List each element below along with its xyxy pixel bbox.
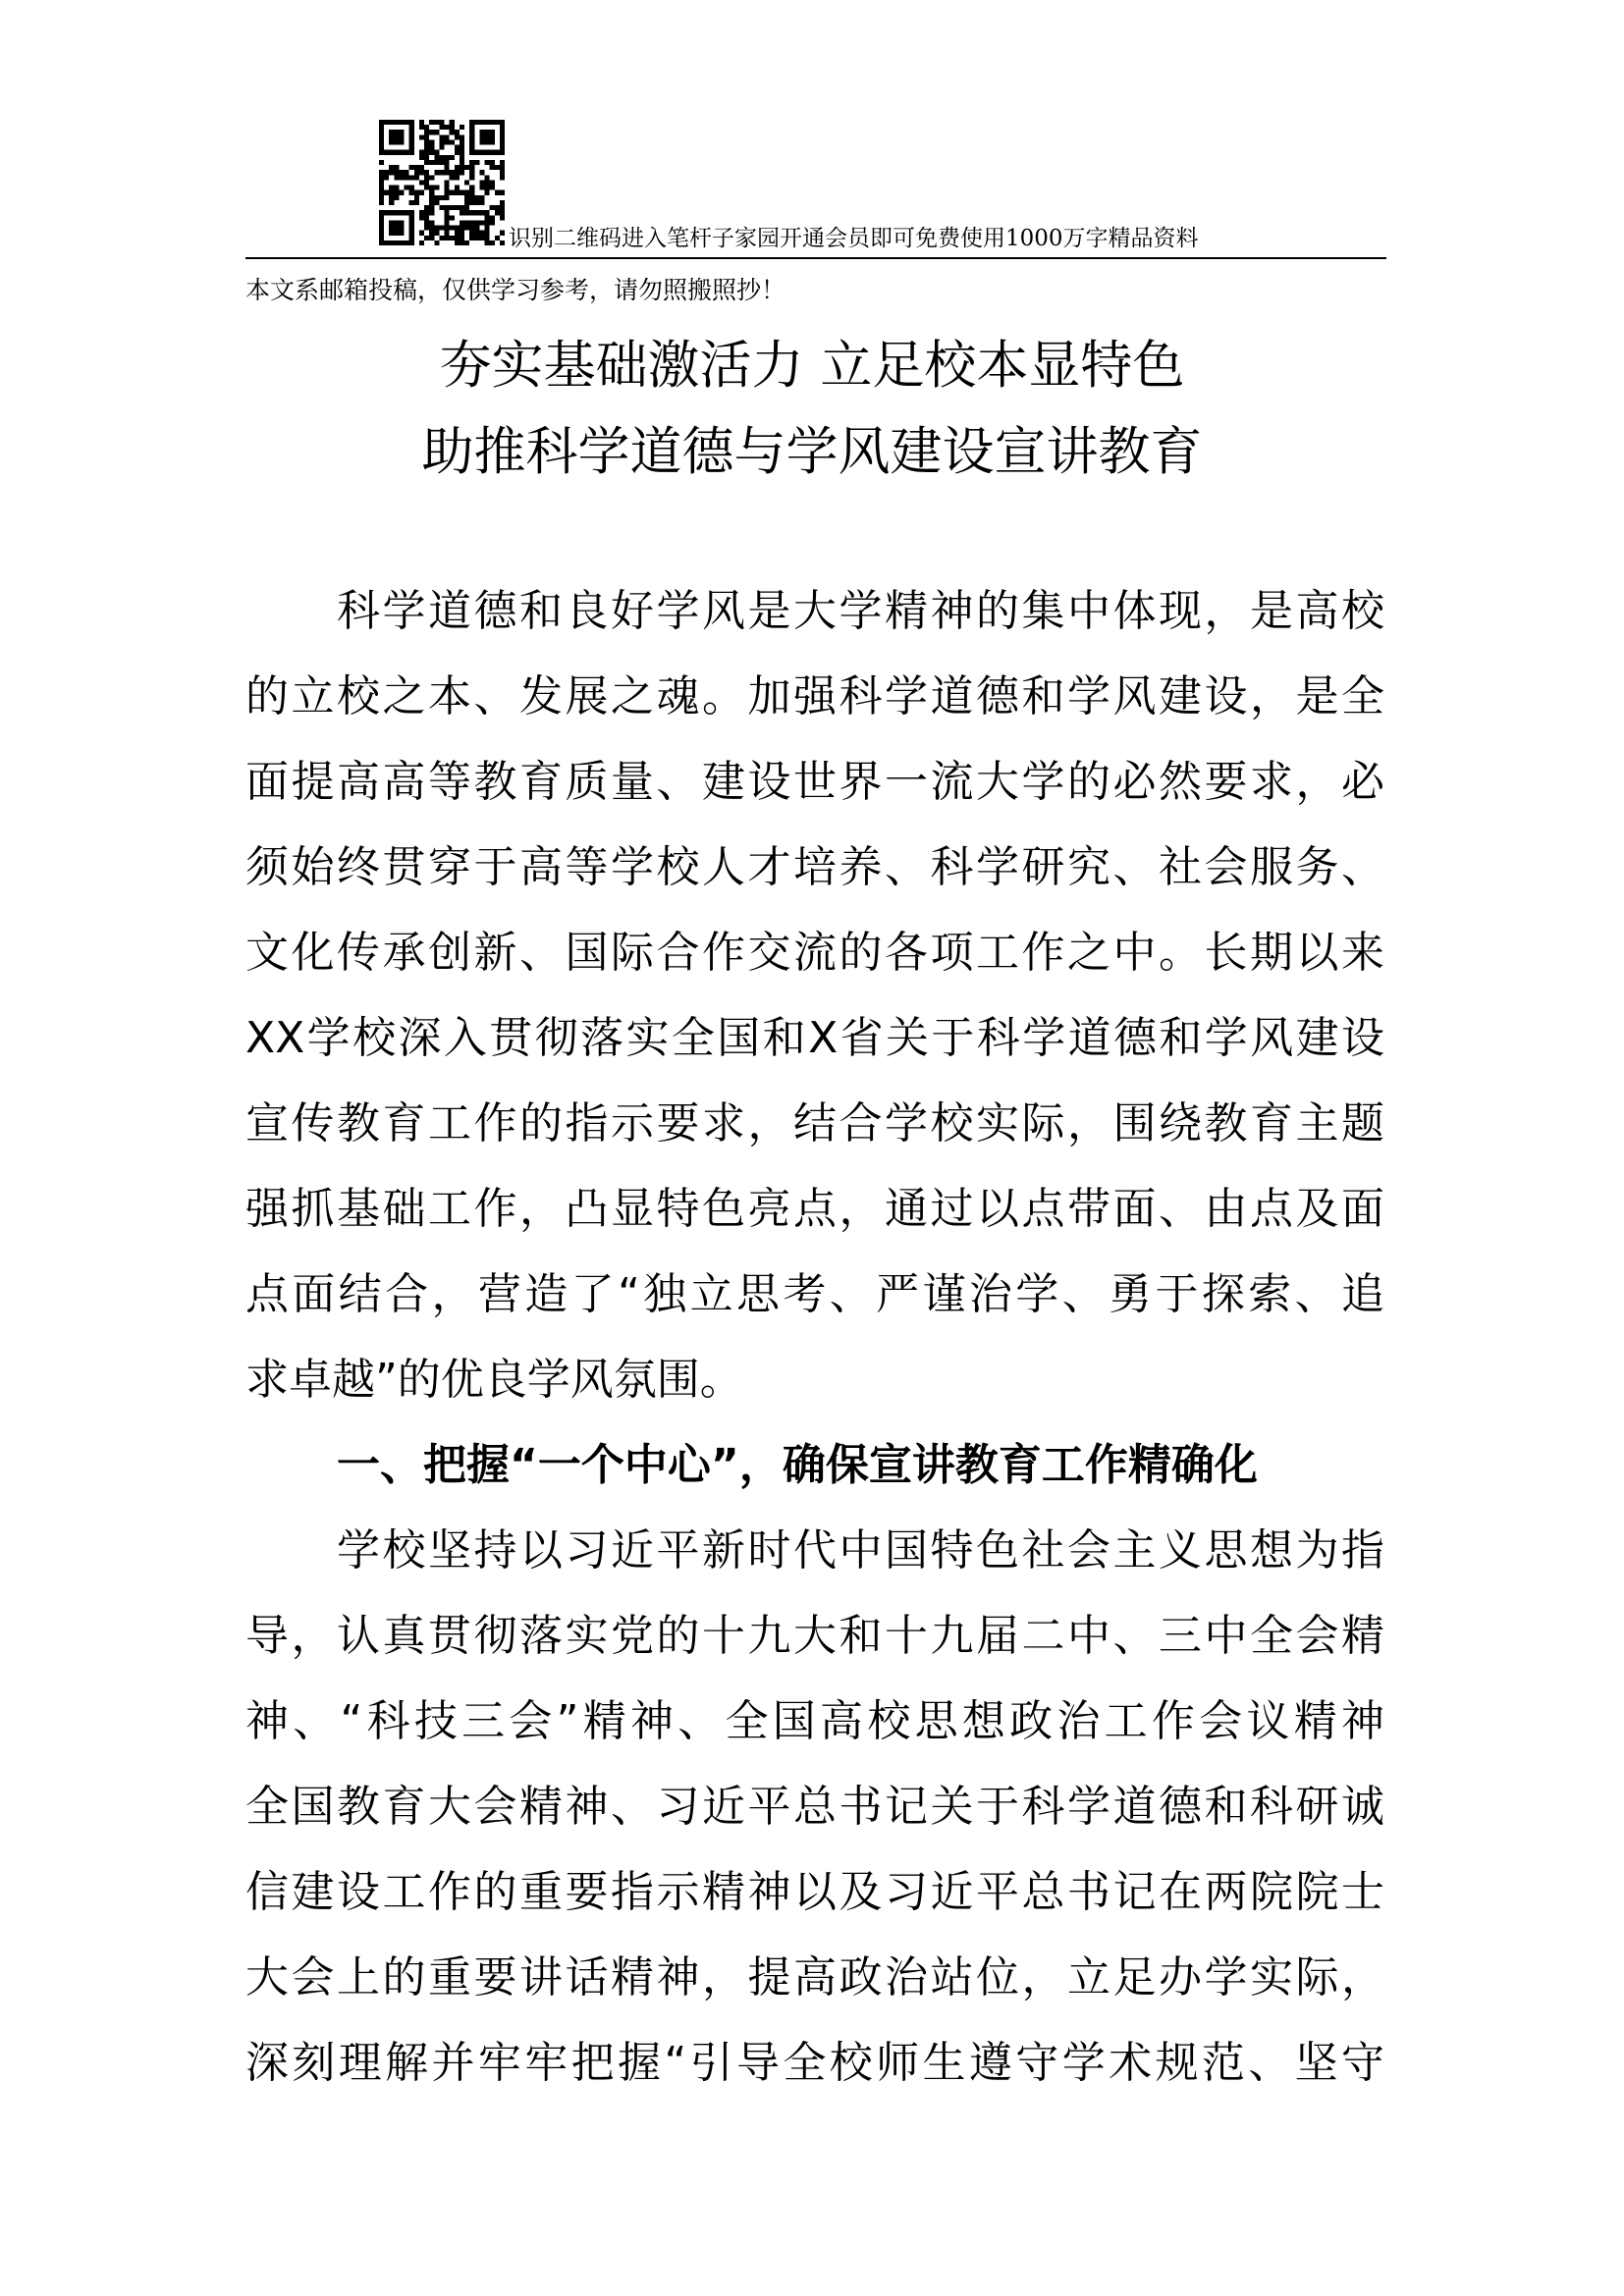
paragraph-1-line: 科学道德和良好学风是大学精神的集中体现，是高校 bbox=[337, 586, 1384, 636]
paragraph-2-line: 信建设工作的重要指示精神以及习近平总书记在两院院士 bbox=[245, 1867, 1384, 1917]
paragraph-2-line: 全国教育大会精神、习近平总书记关于科学道德和科研诚 bbox=[245, 1782, 1384, 1832]
paragraph-1-line: 强抓基础工作，凸显特色亮点，通过以点带面、由点及面 bbox=[245, 1184, 1384, 1234]
paragraph-2-line: 学校坚持以习近平新时代中国特色社会主义思想为指 bbox=[337, 1525, 1384, 1575]
paragraph-2-line: 大会上的重要讲话精神，提高政治站位，立足办学实际， bbox=[245, 1952, 1384, 2002]
paragraph-1-line: 的立校之本、发展之魂。加强科学道德和学风建设，是全 bbox=[245, 671, 1384, 721]
header-divider bbox=[245, 257, 1386, 259]
paragraph-1-line: 宣传教育工作的指示要求，结合学校实际，围绕教育主题 bbox=[245, 1098, 1384, 1148]
paragraph-2-line: 深刻理解并牢牢把握“引导全校师生遵守学术规范、坚守 bbox=[245, 2038, 1384, 2088]
title-line-1: 夯实基础激活力 立足校本显特色 bbox=[439, 336, 1185, 396]
paragraph-1-line: 求卓越”的优良学风氛围。 bbox=[245, 1355, 743, 1405]
paragraph-1-line: 须始终贯穿于高等学校人才培养、科学研究、社会服务、 bbox=[245, 842, 1384, 892]
section-heading: 一、把握“一个中心”，确保宣讲教育工作精确化 bbox=[337, 1440, 1258, 1490]
qr-caption: 识别二维码进入笔杆子家园开通会员即可免费使用1000万字精品资料 bbox=[509, 226, 1199, 251]
paragraph-1-line: 点面结合，营造了“独立思考、严谨治学、勇于探索、追 bbox=[245, 1269, 1384, 1319]
paragraph-2-line: 神、“科技三会”精神、全国高校思想政治工作会议精神 bbox=[245, 1696, 1384, 1746]
title-line-2: 助推科学道德与学风建设宣讲教育 bbox=[421, 422, 1203, 482]
copyright-notice: 本文系邮箱投稿，仅供学习参考，请勿照搬照抄！ bbox=[245, 276, 786, 304]
paragraph-2-line: 导，认真贯彻落实党的十九大和十九届二中、三中全会精 bbox=[245, 1611, 1384, 1661]
paragraph-1-line: XX学校深入贯彻落实全国和X省关于科学道德和学风建设 bbox=[245, 1013, 1384, 1063]
qr-code-icon bbox=[379, 120, 505, 245]
paragraph-1-line: 文化传承创新、国际合作交流的各项工作之中。长期以来 bbox=[245, 928, 1384, 978]
paragraph-1-line: 面提高高等教育质量、建设世界一流大学的必然要求，必 bbox=[245, 757, 1384, 807]
